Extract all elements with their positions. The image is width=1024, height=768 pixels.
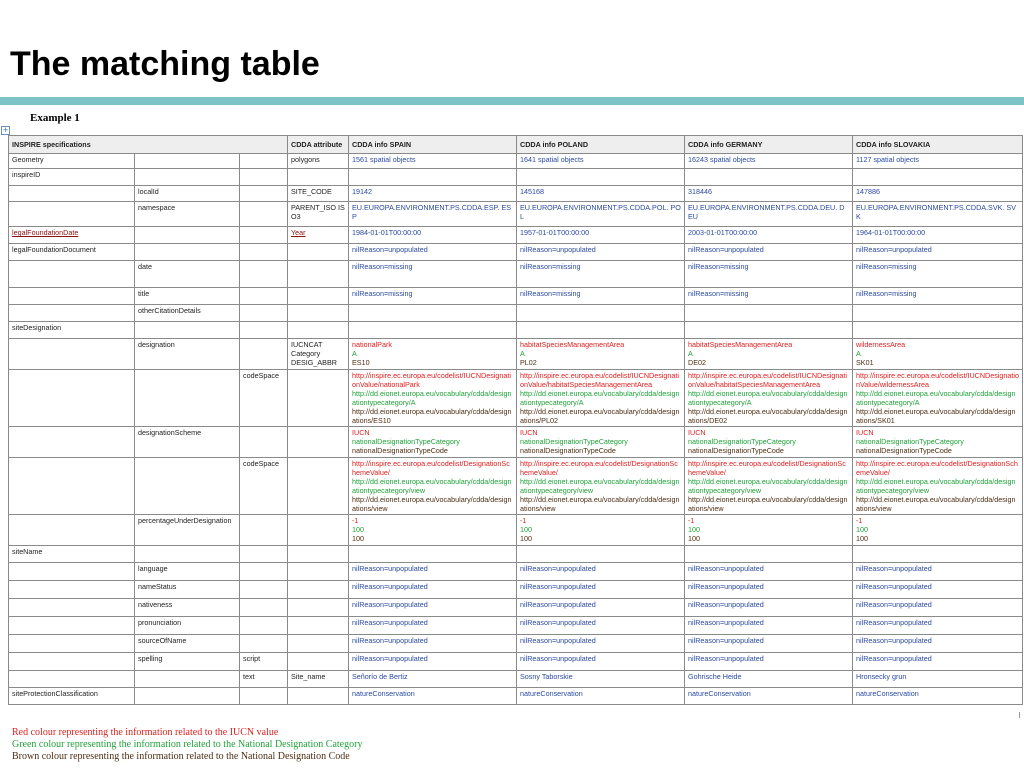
table-row bbox=[9, 671, 1023, 688]
poland-cell bbox=[517, 370, 685, 427]
category-uri: http://dd.eionet.europa.eu/vocabulary/cdda/designationtypecategory/A bbox=[856, 389, 1016, 407]
row-label: date bbox=[135, 261, 240, 288]
table-row bbox=[9, 546, 1023, 563]
spain-cell: nilReason=missing bbox=[349, 288, 517, 305]
header-spain: CDDA info SPAIN bbox=[349, 136, 517, 154]
spain-cell: nilReason=unpopulated bbox=[349, 617, 517, 635]
category-view-uri: http://dd.eionet.europa.eu/vocabulary/cdda/designationtypecategory/view bbox=[856, 477, 1016, 495]
table-row bbox=[9, 305, 1023, 322]
table-row bbox=[9, 322, 1023, 339]
table-row bbox=[9, 653, 1023, 671]
poland-cell: nilReason=unpopulated bbox=[517, 617, 685, 635]
scheme-category: nationalDesignationTypeCategory bbox=[352, 437, 460, 446]
germany-cell: 2003-01-01T00:00:00 bbox=[685, 227, 853, 244]
spain-cell: nilReason=unpopulated bbox=[349, 244, 517, 261]
table-row bbox=[9, 288, 1023, 305]
table-row bbox=[9, 458, 1023, 515]
slovakia-cell bbox=[853, 458, 1023, 515]
spain-cell bbox=[349, 339, 517, 370]
row-label: otherCitationDetails bbox=[135, 305, 240, 322]
example-label: Example 1 bbox=[30, 112, 80, 124]
table-row bbox=[9, 370, 1023, 427]
pct-iucn: -1 bbox=[520, 516, 527, 525]
scheme-code: nationalDesignationTypeCode bbox=[856, 446, 952, 455]
scheme-code: nationalDesignationTypeCode bbox=[688, 446, 784, 455]
row-label: nameStatus bbox=[135, 581, 240, 599]
poland-cell: 145168 bbox=[517, 186, 685, 202]
sub-label: script bbox=[240, 653, 288, 671]
legend-red: Red colour representing the information related to the IUCN value bbox=[12, 727, 279, 738]
slovakia-cell: nilReason=unpopulated bbox=[853, 635, 1023, 653]
row-label: Geometry bbox=[9, 154, 135, 169]
germany-cell bbox=[685, 370, 853, 427]
spain-cell: EU.EUROPA.ENVIRONMENT.PS.CDDA.ESP. ESP bbox=[349, 202, 517, 227]
poland-cell: EU.EUROPA.ENVIRONMENT.PS.CDDA.POL. POL bbox=[517, 202, 685, 227]
row-label: siteDesignation bbox=[9, 322, 135, 339]
germany-cell bbox=[685, 515, 853, 546]
designations-view-uri: http://dd.eionet.europa.eu/vocabulary/cdda/designations/view bbox=[688, 495, 848, 513]
row-label: spelling bbox=[135, 653, 240, 671]
slovakia-cell: nilReason=unpopulated bbox=[853, 244, 1023, 261]
attr-line: Category bbox=[291, 349, 321, 358]
row-label: title bbox=[135, 288, 240, 305]
designation-uri: http://dd.eionet.europa.eu/vocabulary/cdda/designations/PL02 bbox=[520, 407, 680, 425]
row-label: siteName bbox=[9, 546, 135, 563]
spain-cell: Señorío de Bertiz bbox=[349, 671, 517, 688]
table-header-row bbox=[9, 136, 1023, 154]
designations-view-uri: http://dd.eionet.europa.eu/vocabulary/cdda/designations/view bbox=[352, 495, 512, 513]
pct-code: 100 bbox=[688, 534, 700, 543]
row-label: inspireID bbox=[9, 169, 135, 186]
sub-label: text bbox=[240, 671, 288, 688]
spain-cell: 19142 bbox=[349, 186, 517, 202]
scheme-iucn: IUCN bbox=[856, 428, 874, 437]
iucn-uri: http://inspire.ec.europa.eu/codelist/IUCNDesignationValue/wildernessArea bbox=[856, 371, 1020, 389]
designations-view-uri: http://dd.eionet.europa.eu/vocabulary/cdda/designations/view bbox=[856, 495, 1016, 513]
scheme-iucn: IUCN bbox=[688, 428, 706, 437]
germany-cell: nilReason=unpopulated bbox=[685, 581, 853, 599]
scheme-uri: http://inspire.ec.europa.eu/codelist/DesignationSchemeValue/ bbox=[520, 459, 678, 477]
category-value: A bbox=[856, 349, 861, 358]
germany-cell: natureConservation bbox=[685, 688, 853, 705]
germany-cell: nilReason=unpopulated bbox=[685, 599, 853, 617]
row-label: namespace bbox=[135, 202, 240, 227]
poland-cell: 1957-01-01T00:00:00 bbox=[517, 227, 685, 244]
header-inspire: INSPIRE specifications bbox=[9, 136, 288, 154]
table-edge-marker bbox=[1019, 712, 1023, 718]
row-label: designation bbox=[135, 339, 240, 370]
slovakia-cell: nilReason=unpopulated bbox=[853, 599, 1023, 617]
scheme-uri: http://inspire.ec.europa.eu/codelist/DesignationSchemeValue/ bbox=[856, 459, 1018, 477]
poland-cell: 1641 spatial objects bbox=[517, 154, 685, 169]
category-view-uri: http://dd.eionet.europa.eu/vocabulary/cdda/designationtypecategory/view bbox=[688, 477, 848, 495]
row-label: legalFoundationDate bbox=[9, 227, 135, 244]
germany-cell bbox=[685, 458, 853, 515]
category-view-uri: http://dd.eionet.europa.eu/vocabulary/cdda/designationtypecategory/view bbox=[520, 477, 680, 495]
slovakia-cell: EU.EUROPA.ENVIRONMENT.PS.CDDA.SVK. SVK bbox=[853, 202, 1023, 227]
row-label: codeSpace bbox=[240, 458, 288, 515]
pct-category: 100 bbox=[520, 525, 532, 534]
slovakia-cell: nilReason=unpopulated bbox=[853, 581, 1023, 599]
pct-iucn: -1 bbox=[856, 516, 863, 525]
table-row bbox=[9, 515, 1023, 546]
category-value: A bbox=[352, 349, 357, 358]
attr-line: DESIG_ABBR bbox=[291, 358, 337, 367]
slovakia-cell bbox=[853, 427, 1023, 458]
iucn-uri: http://inspire.ec.europa.eu/codelist/IUCNDesignationValue/nationalPark bbox=[352, 371, 512, 389]
germany-cell: nilReason=missing bbox=[685, 288, 853, 305]
poland-cell: nilReason=unpopulated bbox=[517, 635, 685, 653]
poland-cell: nilReason=missing bbox=[517, 288, 685, 305]
slovakia-cell: nilReason=unpopulated bbox=[853, 563, 1023, 581]
table-move-handle-icon[interactable]: + bbox=[2, 126, 9, 134]
poland-cell bbox=[517, 458, 685, 515]
table-row bbox=[9, 563, 1023, 581]
scheme-category: nationalDesignationTypeCategory bbox=[688, 437, 796, 446]
poland-cell: nilReason=unpopulated bbox=[517, 581, 685, 599]
spain-cell bbox=[349, 427, 517, 458]
designation-uri: http://dd.eionet.europa.eu/vocabulary/cdda/designations/ES10 bbox=[352, 407, 512, 425]
attr-line: IUCNCAT bbox=[291, 340, 323, 349]
germany-cell: nilReason=unpopulated bbox=[685, 617, 853, 635]
designation-uri: http://dd.eionet.europa.eu/vocabulary/cdda/designations/DE02 bbox=[688, 407, 848, 425]
table-row bbox=[9, 427, 1023, 458]
table-row bbox=[9, 261, 1023, 288]
cdda-attribute-cell: polygons bbox=[288, 154, 349, 169]
iucn-uri: http://inspire.ec.europa.eu/codelist/IUCNDesignationValue/habitatSpeciesManagementArea bbox=[520, 371, 680, 389]
row-label: siteProtectionClassification bbox=[9, 688, 135, 705]
iucn-value: habitatSpeciesManagementArea bbox=[688, 340, 793, 349]
pct-category: 100 bbox=[688, 525, 700, 534]
slovakia-cell: 147886 bbox=[853, 186, 1023, 202]
color-legend bbox=[12, 727, 362, 763]
poland-cell: nilReason=unpopulated bbox=[517, 653, 685, 671]
slovakia-cell bbox=[853, 515, 1023, 546]
table-row bbox=[9, 227, 1023, 244]
header-slovakia: CDDA info SLOVAKIA bbox=[853, 136, 1023, 154]
designation-code: DE02 bbox=[688, 358, 706, 367]
poland-cell: natureConservation bbox=[517, 688, 685, 705]
germany-cell: 16243 spatial objects bbox=[685, 154, 853, 169]
page-title: The matching table bbox=[10, 45, 320, 83]
category-view-uri: http://dd.eionet.europa.eu/vocabulary/cdda/designationtypecategory/view bbox=[352, 477, 512, 495]
header-poland: CDDA info POLAND bbox=[517, 136, 685, 154]
iucn-uri: http://inspire.ec.europa.eu/codelist/IUCNDesignationValue/habitatSpeciesManagementArea bbox=[688, 371, 848, 389]
iucn-value: wildernessArea bbox=[856, 340, 906, 349]
spain-cell: 1984-01-01T00:00:00 bbox=[349, 227, 517, 244]
category-uri: http://dd.eionet.europa.eu/vocabulary/cdda/designationtypecategory/A bbox=[520, 389, 680, 407]
table-row bbox=[9, 169, 1023, 186]
pct-code: 100 bbox=[352, 534, 364, 543]
pct-iucn: -1 bbox=[352, 516, 359, 525]
poland-cell: Sosny Taborskie bbox=[517, 671, 685, 688]
poland-cell: nilReason=unpopulated bbox=[517, 599, 685, 617]
cdda-attribute-cell: Site_name bbox=[288, 671, 349, 688]
poland-cell bbox=[517, 427, 685, 458]
table-row bbox=[9, 339, 1023, 370]
header-cdda-attribute: CDDA attribute bbox=[288, 136, 349, 154]
scheme-code: nationalDesignationTypeCode bbox=[520, 446, 616, 455]
slovakia-cell: 1127 spatial objects bbox=[853, 154, 1023, 169]
scheme-category: nationalDesignationTypeCategory bbox=[856, 437, 964, 446]
table-row bbox=[9, 581, 1023, 599]
table-row bbox=[9, 617, 1023, 635]
row-label: codeSpace bbox=[240, 370, 288, 427]
pct-iucn: -1 bbox=[688, 516, 695, 525]
germany-cell: 318446 bbox=[685, 186, 853, 202]
germany-cell: nilReason=unpopulated bbox=[685, 244, 853, 261]
category-value: A bbox=[520, 349, 525, 358]
spain-cell: nilReason=unpopulated bbox=[349, 635, 517, 653]
header-germany: CDDA info GERMANY bbox=[685, 136, 853, 154]
spain-cell: nilReason=unpopulated bbox=[349, 563, 517, 581]
legend-brown: Brown colour representing the information related to the National Designation Code bbox=[12, 751, 350, 762]
cdda-attribute-cell bbox=[288, 339, 349, 370]
title-divider-band bbox=[0, 97, 1024, 105]
designation-code: SK01 bbox=[856, 358, 874, 367]
slovakia-cell: nilReason=unpopulated bbox=[853, 617, 1023, 635]
iucn-value: nationalPark bbox=[352, 340, 392, 349]
germany-cell: nilReason=missing bbox=[685, 261, 853, 288]
slovakia-cell: Hronsecky grun bbox=[853, 671, 1023, 688]
poland-cell: nilReason=missing bbox=[517, 261, 685, 288]
table-row bbox=[9, 244, 1023, 261]
matching-table bbox=[8, 135, 1023, 705]
designations-view-uri: http://dd.eionet.europa.eu/vocabulary/cdda/designations/view bbox=[520, 495, 680, 513]
slovakia-cell: nilReason=unpopulated bbox=[853, 653, 1023, 671]
spain-cell: nilReason=unpopulated bbox=[349, 599, 517, 617]
cdda-attribute-cell: PARENT_ISO ISO3 bbox=[288, 202, 349, 227]
scheme-iucn: IUCN bbox=[520, 428, 538, 437]
designation-code: ES10 bbox=[352, 358, 370, 367]
slovakia-cell bbox=[853, 370, 1023, 427]
spain-cell bbox=[349, 370, 517, 427]
germany-cell: nilReason=unpopulated bbox=[685, 635, 853, 653]
germany-cell: EU.EUROPA.ENVIRONMENT.PS.CDDA.DEU. DEU bbox=[685, 202, 853, 227]
spain-cell: nilReason=unpopulated bbox=[349, 653, 517, 671]
germany-cell bbox=[685, 427, 853, 458]
designation-uri: http://dd.eionet.europa.eu/vocabulary/cdda/designations/SK01 bbox=[856, 407, 1016, 425]
slovakia-cell: natureConservation bbox=[853, 688, 1023, 705]
pct-code: 100 bbox=[856, 534, 868, 543]
row-label: percentageUnderDesignation bbox=[135, 515, 240, 546]
slovakia-cell: nilReason=missing bbox=[853, 261, 1023, 288]
germany-cell: Gohrische Heide bbox=[685, 671, 853, 688]
poland-cell bbox=[517, 515, 685, 546]
table-row bbox=[9, 599, 1023, 617]
pct-category: 100 bbox=[856, 525, 868, 534]
spain-cell: nilReason=unpopulated bbox=[349, 581, 517, 599]
row-label: designationScheme bbox=[135, 427, 240, 458]
scheme-uri: http://inspire.ec.europa.eu/codelist/DesignationSchemeValue/ bbox=[352, 459, 510, 477]
category-uri: http://dd.eionet.europa.eu/vocabulary/cdda/designationtypecategory/A bbox=[688, 389, 848, 407]
germany-cell bbox=[685, 339, 853, 370]
table-row bbox=[9, 154, 1023, 169]
germany-cell: nilReason=unpopulated bbox=[685, 653, 853, 671]
category-uri: http://dd.eionet.europa.eu/vocabulary/cdda/designationtypecategory/A bbox=[352, 389, 512, 407]
row-label: pronunciation bbox=[135, 617, 240, 635]
table-row bbox=[9, 635, 1023, 653]
table-row bbox=[9, 202, 1023, 227]
scheme-uri: http://inspire.ec.europa.eu/codelist/DesignationSchemeValue/ bbox=[688, 459, 846, 477]
poland-cell bbox=[517, 339, 685, 370]
cdda-attribute-cell: Year bbox=[288, 227, 349, 244]
spain-cell: 1561 spatial objects bbox=[349, 154, 517, 169]
germany-cell: nilReason=unpopulated bbox=[685, 563, 853, 581]
pct-code: 100 bbox=[520, 534, 532, 543]
slovakia-cell: nilReason=missing bbox=[853, 288, 1023, 305]
poland-cell: nilReason=unpopulated bbox=[517, 563, 685, 581]
cdda-attribute-cell: SITE_CODE bbox=[288, 186, 349, 202]
scheme-iucn: IUCN bbox=[352, 428, 370, 437]
scheme-code: nationalDesignationTypeCode bbox=[352, 446, 448, 455]
slovakia-cell bbox=[853, 339, 1023, 370]
row-label: sourceOfName bbox=[135, 635, 240, 653]
spain-cell bbox=[349, 458, 517, 515]
row-label: localId bbox=[135, 186, 240, 202]
scheme-category: nationalDesignationTypeCategory bbox=[520, 437, 628, 446]
spain-cell bbox=[349, 515, 517, 546]
pct-category: 100 bbox=[352, 525, 364, 534]
iucn-value: habitatSpeciesManagementArea bbox=[520, 340, 625, 349]
category-value: A bbox=[688, 349, 693, 358]
row-label: nativeness bbox=[135, 599, 240, 617]
spain-cell: nilReason=missing bbox=[349, 261, 517, 288]
row-label: legalFoundationDocument bbox=[9, 244, 135, 261]
slovakia-cell: 1964-01-01T00:00:00 bbox=[853, 227, 1023, 244]
spain-cell: natureConservation bbox=[349, 688, 517, 705]
row-label: language bbox=[135, 563, 240, 581]
table-row bbox=[9, 186, 1023, 202]
table-row bbox=[9, 688, 1023, 705]
poland-cell: nilReason=unpopulated bbox=[517, 244, 685, 261]
legend-green: Green colour representing the information related to the National Designation Category bbox=[12, 739, 363, 750]
designation-code: PL02 bbox=[520, 358, 537, 367]
